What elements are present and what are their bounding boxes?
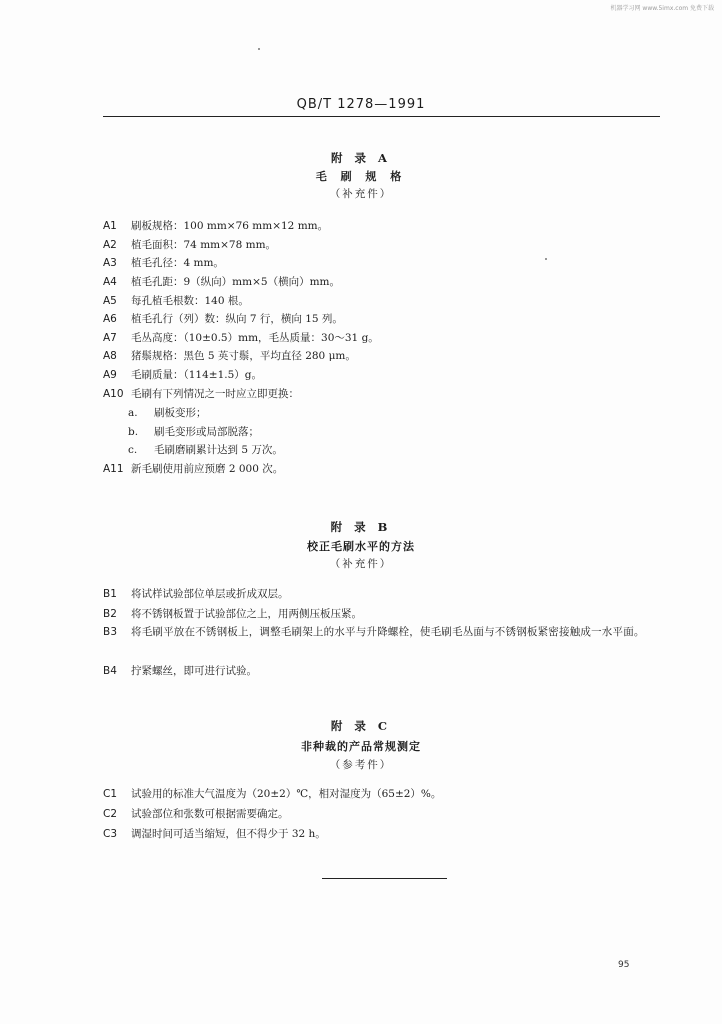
- appendix-a-subtitle: 毛 刷 规 格: [315, 170, 407, 183]
- appendix-c-note: （参考件）: [329, 759, 393, 771]
- item-text: 植毛面积：74 mm×78 mm。: [131, 239, 277, 251]
- sub-list-item: [128, 443, 283, 457]
- list-item: [103, 275, 682, 289]
- list-item: [103, 219, 682, 233]
- item-text: 将不锈钢板置于试验部位之上，用两侧压板压紧。: [131, 608, 362, 620]
- item-text: 毛刷有下列情况之一时应立即更换：: [131, 388, 299, 400]
- list-item: [103, 387, 682, 401]
- sub-item-text: 刷板变形；: [154, 407, 207, 419]
- item-text: 试验部位和张数可根据需要确定。: [131, 808, 289, 820]
- list-item: [103, 294, 682, 308]
- item-label: B2: [103, 608, 117, 620]
- appendix-c-title: 附 录 C: [330, 719, 392, 733]
- item-label: A1: [103, 220, 117, 232]
- watermark-text: 机器学习网 www.5imx.com 免费下载: [610, 5, 714, 12]
- sub-item-label: a.: [128, 407, 138, 419]
- item-text: 调湿时间可适当缩短，但不得少于 32 h。: [131, 828, 326, 840]
- item-label: A10: [103, 388, 124, 400]
- scan-speck: [258, 48, 260, 50]
- item-label: C1: [103, 788, 118, 800]
- item-label: B3: [103, 626, 118, 638]
- item-text: 毛刷质量：（114±1.5）g。: [131, 369, 263, 381]
- list-item: [103, 331, 682, 345]
- item-label: A3: [103, 257, 117, 269]
- list-item: [103, 312, 682, 326]
- sub-item-label: c.: [128, 444, 138, 456]
- list-item: [103, 256, 682, 270]
- appendix-b-subtitle: 校正毛刷水平的方法: [307, 540, 415, 553]
- list-item: [103, 238, 682, 252]
- item-label: C3: [103, 828, 118, 840]
- appendix-b-note: （补充件）: [329, 558, 393, 570]
- page-number: 95: [618, 960, 630, 970]
- sub-item-text: 毛刷磨刷累计达到 5 万次。: [154, 444, 283, 456]
- item-label: A6: [103, 313, 117, 325]
- header-rule: [103, 116, 660, 117]
- list-item: [103, 607, 682, 621]
- item-label: C2: [103, 808, 118, 820]
- list-item: [103, 807, 682, 821]
- item-label: A4: [103, 276, 117, 288]
- list-item: [103, 368, 682, 382]
- list-item-wrapped: [103, 621, 673, 644]
- appendix-a-note: （补充件）: [329, 188, 393, 200]
- item-text: 将毛刷平放在不锈钢板上，调整毛刷架上的水平与升降螺栓，使毛刷毛丛面与不锈钢板紧密接触成一水平面。: [131, 626, 645, 638]
- item-text: 每孔植毛根数：140 根。: [131, 295, 249, 307]
- list-item: [103, 587, 682, 601]
- item-label: A11: [103, 463, 124, 475]
- list-item: [103, 349, 682, 363]
- end-rule: [322, 878, 447, 879]
- appendix-b-title: 附 录 B: [330, 520, 392, 534]
- item-text: 试验用的标准大气温度为（20±2）℃，相对湿度为（65±2）%。: [131, 788, 442, 800]
- item-label: A5: [103, 295, 117, 307]
- item-label: A8: [103, 350, 117, 362]
- item-text: 新毛刷使用前应预磨 2 000 次。: [131, 463, 284, 475]
- standard-number: QB/T 1278—1991: [296, 97, 426, 112]
- item-text: 植毛孔行（列）数：纵向 7 行，横向 15 列。: [131, 313, 343, 325]
- item-label: B1: [103, 588, 117, 600]
- list-item: [103, 462, 682, 476]
- item-text: 植毛孔径：4 mm。: [131, 257, 224, 269]
- appendix-c-subtitle: 非种裁的产品常规测定: [301, 740, 421, 753]
- list-item: [103, 664, 682, 678]
- item-text: 拧紧螺丝，即可进行试验。: [131, 665, 257, 677]
- item-label: A2: [103, 239, 117, 251]
- appendix-a-title: 附 录 A: [331, 151, 391, 165]
- sub-item-label: b.: [128, 426, 139, 438]
- item-text: 植毛孔距：9（纵向）mm×5（横向）mm。: [131, 276, 340, 288]
- list-item: [103, 787, 682, 801]
- item-text: 刷板规格：100 mm×76 mm×12 mm。: [131, 220, 329, 232]
- item-label: B4: [103, 665, 117, 677]
- sub-item-text: 刷毛变形或局部脱落；: [154, 426, 259, 438]
- sub-list-item: [128, 425, 259, 439]
- item-label: A9: [103, 369, 117, 381]
- item-label: A7: [103, 332, 117, 344]
- item-text: 毛丛高度：（10±0.5）mm，毛丛质量：30～31 g。: [131, 332, 379, 344]
- list-item: [103, 827, 682, 841]
- item-text: 猪鬃规格：黑色 5 英寸鬃，平均直径 280 μm。: [131, 350, 356, 362]
- item-text: 将试样试验部位单层或折成双层。: [131, 588, 289, 600]
- sub-list-item: [128, 406, 207, 420]
